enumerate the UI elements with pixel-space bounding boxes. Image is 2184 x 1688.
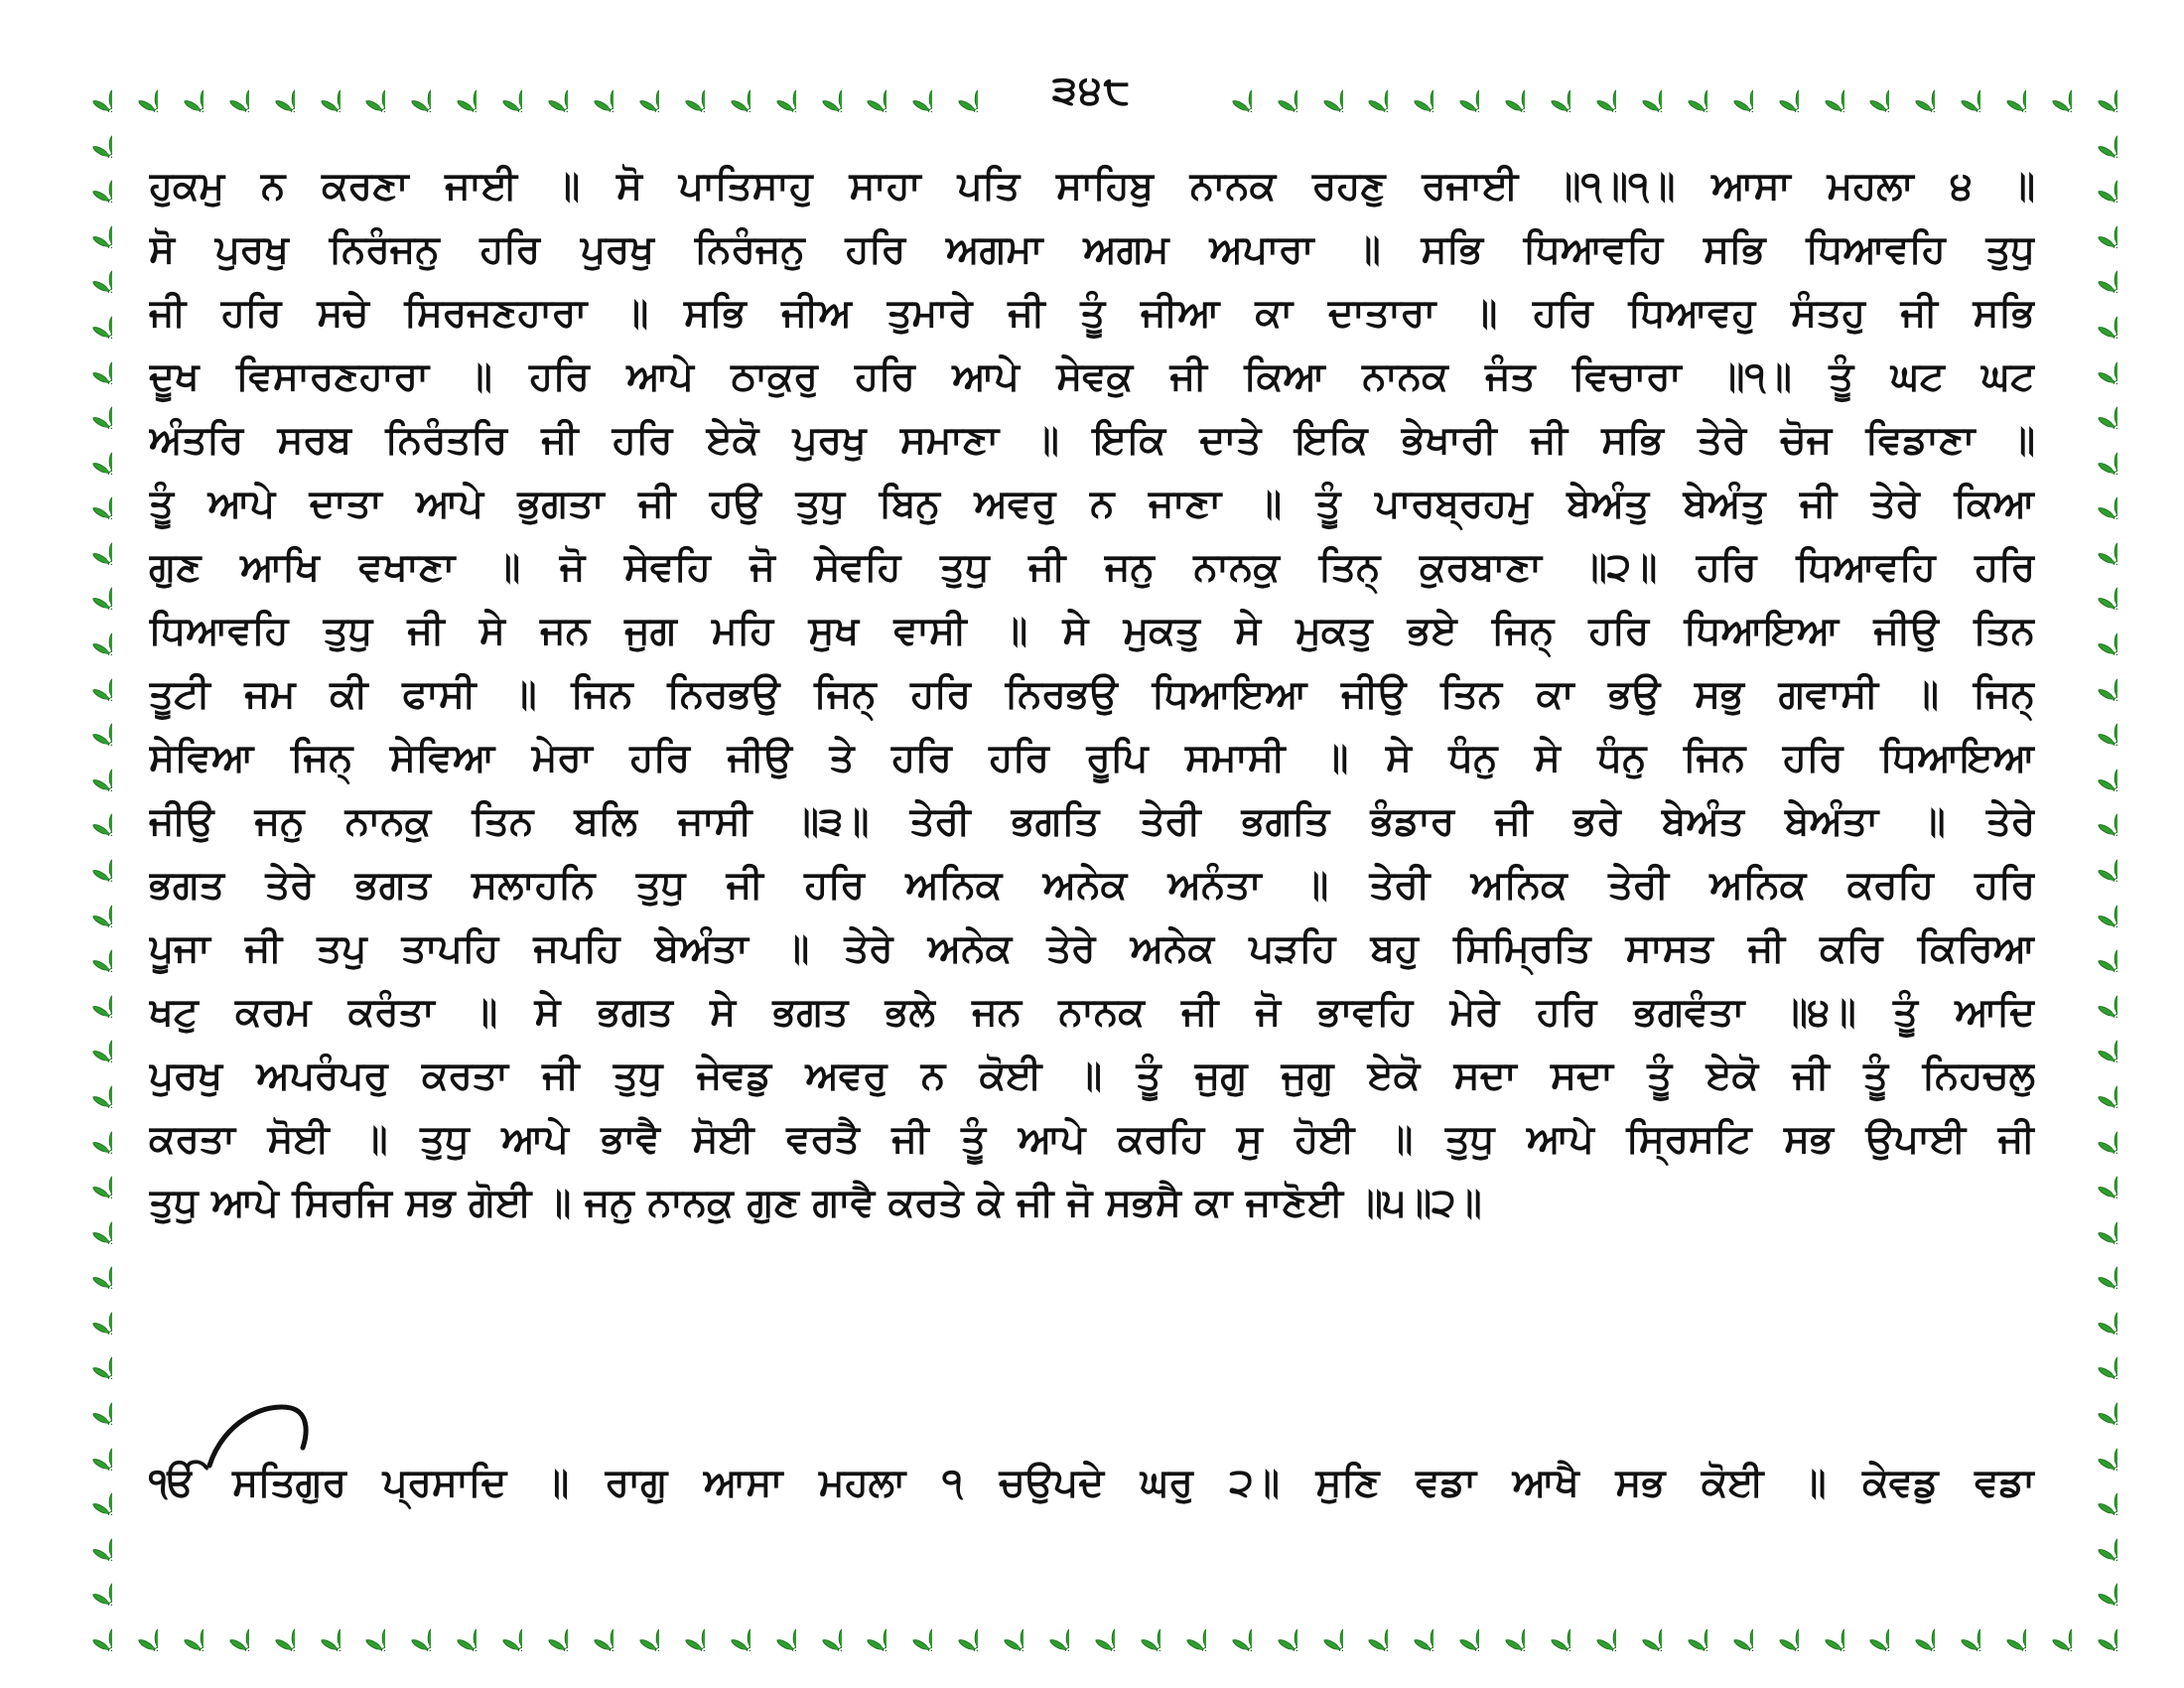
verse-line: ਤੂਟੀ ਜਮ ਕੀ ਫਾਸੀ ॥ ਜਿਨ ਨਿਰਭਉ ਜਿਨ੍ ਹਰਿ ਨਿਰਭਉ ਧਿਆਇਆ ਜੀਉ ਤਿਨ ਕਾ ਭਉ ਸਭੁ ਗਵਾਸੀ ॥ ਜਿਨ੍ [149,672,2035,717]
flower-icon [2072,1470,2117,1515]
flower-icon [67,429,112,475]
flower-icon [67,1515,112,1561]
flower-icon [1843,1606,1889,1651]
flower-icon [614,1606,659,1651]
flower-icon [2072,1289,2117,1335]
verse-line: ਖਟੁ ਕਰਮ ਕਰੰਤਾ ॥ ਸੇ ਭਗਤ ਸੇ ਭਗਤ ਭਲੇ ਜਨ ਨਾਨਕ ਜੀ ਜੋ ਭਾਵਹਿ ਮੇਰੇ ਹਰਿ ਭਗਵੰਤਾ ॥੪॥ ਤੂੰ ਆਦਿ [149,990,2035,1035]
flower-icon [67,383,112,429]
flower-icon [1707,1606,1753,1651]
verse-line: ਅੰਤਰਿ ਸਰਬ ਨਿਰੰਤਰਿ ਜੀ ਹਰਿ ਏਕੋ ਪੁਰਖੁ ਸਮਾਣਾ ॥ ਇਕਿ ਦਾਤੇ ਇਕਿ ਭੇਖਾਰੀ ਜੀ ਸਭਿ ਤੇਰੇ ਚੋਜ ਵਿਡਾਣਾ ॥ [149,418,2035,463]
flower-icon [1388,1606,1433,1651]
flower-icon [67,293,112,339]
flower-icon [2072,339,2117,384]
flower-icon [796,1606,842,1651]
flower-icon [1753,1606,1799,1651]
flower-icon [2072,882,2117,927]
flower-icon [2072,1198,2117,1244]
flower-icon [1479,1606,1525,1651]
flower-icon [1799,1606,1844,1651]
flower-icon [2072,655,2117,701]
flower-icon [1024,1606,1069,1651]
section-heading-line: ੴ ਸਤਿਗੁਰ ਪ੍ਰਸਾਦਿ ॥ ਰਾਗੁ ਆਸਾ ਮਹਲਾ ੧ ਚਉਪਦੇ ਘਰੁ ੨॥ ਸੁਣਿ ਵਡਾ ਆਖੈ ਸਭ ਕੋਈ ॥ ਕੇਵਡੁ ਵਡਾ [149,1461,2035,1505]
flower-icon [2072,519,2117,565]
flower-icon [67,203,112,248]
flower-icon [2026,1606,2072,1651]
flower-icon [67,1425,112,1471]
flower-icon [67,1198,112,1244]
flower-icon [67,1243,112,1289]
flower-icon [2072,247,2117,293]
flower-icon [1160,1606,1206,1651]
verse-text-block [149,155,2035,1235]
verse-line: ਜੀਉ ਜਨੁ ਨਾਨਕੁ ਤਿਨ ਬਲਿ ਜਾਸੀ ॥੩॥ ਤੇਰੀ ਭਗਤਿ ਤੇਰੀ ਭਗਤਿ ਭੰਡਾਰ ਜੀ ਭਰੇ ਬੇਅੰਤ ਬੇਅੰਤਾ ॥ ਤੇਰੇ [149,799,2035,844]
verse-line: ਗੁਣ ਆਖਿ ਵਖਾਣਾ ॥ ਜੋ ਸੇਵਹਿ ਜੋ ਸੇਵਹਿ ਤੁਧੁ ਜੀ ਜਨੁ ਨਾਨਕੁ ਤਿਨ੍ ਕੁਰਬਾਣਾ ॥੨॥ ਹਰਿ ਧਿਆਵਹਿ ਹਰਿ [149,545,2035,590]
flower-icon [2072,790,2117,836]
flower-icon [67,1289,112,1335]
flower-icon [67,157,112,203]
flower-icon [67,1560,112,1606]
verse-line: ਜੀ ਹਰਿ ਸਚੇ ਸਿਰਜਣਹਾਰਾ ॥ ਸਭਿ ਜੀਅ ਤੁਮਾਰੇ ਜੀ ਤੂੰ ਜੀਆ ਕਾ ਦਾਤਾਰਾ ॥ ਹਰਿ ਧਿਆਵਹੁ ਸੰਤਹੁ ਜੀ ਸਭਿ [149,291,2035,336]
flower-icon [522,1606,568,1651]
flower-icon [2072,1515,2117,1561]
flower-icon [67,882,112,927]
flower-icon [2072,836,2117,882]
flower-icon [2072,112,2117,158]
flower-icon [67,972,112,1018]
flower-icon [659,1606,705,1651]
flower-icon [1206,1606,1252,1651]
verse-line: ਪੂਜਾ ਜੀ ਤਪੁ ਤਾਪਹਿ ਜਪਹਿ ਬੇਅੰਤਾ ॥ ਤੇਰੇ ਅਨੇਕ ਤੇਰੇ ਅਨੇਕ ਪੜਹਿ ਬਹੁ ਸਿਮ੍ਰਿਤਿ ਸਾਸਤ ਜੀ ਕਰਿ ਕਿਰਿਆ [149,926,2035,971]
flower-icon [67,1470,112,1515]
flower-icon [1525,1606,1570,1651]
flower-icon [887,1606,932,1651]
flower-icon [340,1606,385,1651]
verse-line: ਸੇਵਿਆ ਜਿਨ੍ ਸੇਵਿਆ ਮੇਰਾ ਹਰਿ ਜੀਉ ਤੇ ਹਰਿ ਹਰਿ ਰੂਪਿ ਸਮਾਸੀ ॥ ਸੇ ਧੰਨੁ ਸੇ ਧੰਨੁ ਜਿਨ ਹਰਿ ਧਿਆਇਆ [149,736,2035,780]
flower-icon [1980,1606,2026,1651]
flower-icon [477,1606,522,1651]
flower-icon [2072,1108,2117,1154]
flower-icon [2072,972,2117,1018]
flower-icon [67,836,112,882]
flower-icon [932,1606,978,1651]
flower-icon [1662,1606,1707,1651]
flower-icon [112,1606,158,1651]
flower-icon [2072,1017,2117,1062]
flower-icon [2072,1606,2117,1651]
flower-icon [841,1606,887,1651]
flower-icon [67,926,112,972]
flower-icon [568,1606,614,1651]
flower-icon [1433,1606,1479,1651]
flower-icon [67,1017,112,1062]
flower-icon [1616,1606,1662,1651]
flower-icon [2072,1062,2117,1108]
verse-line: ਪੁਰਖੁ ਅਪਰੰਪਰੁ ਕਰਤਾ ਜੀ ਤੁਧੁ ਜੇਵਡੁ ਅਵਰੁ ਨ ਕੋਈ ॥ ਤੂੰ ਜੁਗੁ ਜੁਗੁ ਏਕੋ ਸਦਾ ਸਦਾ ਤੂੰ ਏਕੋ ਜੀ ਤੂੰ ਨਿਹਚਲੁ [149,1054,2035,1098]
flower-icon [67,1334,112,1379]
flower-icon [1935,1606,1980,1651]
flower-icon [2072,1153,2117,1198]
flower-icon [2072,1560,2117,1606]
flower-icon [67,746,112,791]
flower-icon [67,1108,112,1154]
verse-line: ਤੁਧੁ ਆਪੇ ਸਿਰਜਿ ਸਭ ਗੋਈ ॥ ਜਨੁ ਨਾਨਕੁ ਗੁਣ ਗਾਵੈ ਕਰਤੇ ਕੇ ਜੀ ਜੋ ਸਭਸੈ ਕਾ ਜਾਣੋਈ ॥੫॥੨॥ [149,1181,1482,1225]
flower-icon [2072,293,2117,339]
flower-icon [67,247,112,293]
flower-icon [2072,383,2117,429]
flower-icon [67,610,112,655]
flower-icon [2072,474,2117,519]
flower-icon [204,1606,249,1651]
flower-icon [2072,700,2117,746]
flower-icon [249,1606,295,1651]
flower-icon [705,1606,751,1651]
flower-icon [67,1379,112,1425]
flower-icon [2072,564,2117,610]
flower-icon [1252,1606,1297,1651]
flower-icon [158,1606,204,1651]
flower-icon [67,564,112,610]
flower-icon [1889,1606,1935,1651]
flower-icon [67,700,112,746]
flower-icon [2072,1334,2117,1379]
flower-icon [67,339,112,384]
verse-line: ਦੂਖ ਵਿਸਾਰਣਹਾਰਾ ॥ ਹਰਿ ਆਪੇ ਠਾਕੁਰੁ ਹਰਿ ਆਪੇ ਸੇਵਕੁ ਜੀ ਕਿਆ ਨਾਨਕ ਜੰਤ ਵਿਚਾਰਾ ॥੧॥ ਤੂੰ ਘਟ ਘਟ [149,354,2035,399]
flower-icon [978,1606,1024,1651]
flower-icon [67,790,112,836]
flower-icon [67,1153,112,1198]
flower-icon [2072,203,2117,248]
flower-icon [67,1062,112,1108]
flower-icon [431,1606,477,1651]
verse-line: ਤੂੰ ਆਪੇ ਦਾਤਾ ਆਪੇ ਭੁਗਤਾ ਜੀ ਹਉ ਤੁਧੁ ਬਿਨੁ ਅਵਰੁ ਨ ਜਾਣਾ ॥ ਤੂੰ ਪਾਰਬ੍ਰਹਮੁ ਬੇਅੰਤੁ ਬੇਅੰਤੁ ਜੀ ਤੇਰੇ ਕਿਆ [149,482,2035,526]
flower-icon [1115,1606,1160,1651]
flower-icon [2072,157,2117,203]
flower-icon [1069,1606,1115,1651]
flower-icon [2072,1425,2117,1471]
flower-icon [67,112,112,158]
verse-line: ਕਰਤਾ ਸੋਈ ॥ ਤੁਧੁ ਆਪੇ ਭਾਵੈ ਸੋਈ ਵਰਤੈ ਜੀ ਤੂੰ ਆਪੇ ਕਰਹਿ ਸੁ ਹੋਈ ॥ ਤੁਧੁ ਆਪੇ ਸ੍ਰਿਸਟਿ ਸਭ ਉਪਾਈ ਜੀ [149,1117,2035,1162]
verse-line: ਭਗਤ ਤੇਰੇ ਭਗਤ ਸਲਾਹਨਿ ਤੁਧੁ ਜੀ ਹਰਿ ਅਨਿਕ ਅਨੇਕ ਅਨੰਤਾ ॥ ਤੇਰੀ ਅਨਿਕ ਤੇਰੀ ਅਨਿਕ ਕਰਹਿ ਹਰਿ [149,863,2035,908]
verse-line: ਸੋ ਪੁਰਖੁ ਨਿਰੰਜਨੁ ਹਰਿ ਪੁਰਖੁ ਨਿਰੰਜਨੁ ਹਰਿ ਅਗਮਾ ਅਗਮ ਅਪਾਰਾ ॥ ਸਭਿ ਧਿਆਵਹਿ ਸਭਿ ਧਿਆਵਹਿ ਤੁਧੁ [149,227,2035,272]
flower-icon [67,655,112,701]
flower-icon [2072,1243,2117,1289]
flower-icon [295,1606,341,1651]
flower-icon [2072,429,2117,475]
flower-icon [1342,1606,1388,1651]
flower-icon [67,1606,112,1651]
flower-icon [67,519,112,565]
flower-icon [385,1606,431,1651]
flower-icon [2072,610,2117,655]
verse-line: ਹੁਕਮੁ ਨ ਕਰਣਾ ਜਾਈ ॥ ਸੋ ਪਾਤਿਸਾਹੁ ਸਾਹਾ ਪਤਿ ਸਾਹਿਬੁ ਨਾਨਕ ਰਹਣੁ ਰਜਾਈ ॥੧॥੧॥ ਆਸਾ ਮਹਲਾ ੪ ॥ [149,164,2035,209]
page-number: ੩੪੮ [0,68,2184,113]
flower-icon [751,1606,796,1651]
flower-icon [1570,1606,1616,1651]
flower-icon [2072,1379,2117,1425]
flower-icon [2072,926,2117,972]
flower-icon [2072,746,2117,791]
flower-icon [67,474,112,519]
verse-line: ਧਿਆਵਹਿ ਤੁਧੁ ਜੀ ਸੇ ਜਨ ਜੁਗ ਮਹਿ ਸੁਖ ਵਾਸੀ ॥ ਸੇ ਮੁਕਤੁ ਸੇ ਮੁਕਤੁ ਭਏ ਜਿਨ੍ ਹਰਿ ਧਿਆਇਆ ਜੀਉ ਤਿਨ [149,609,2035,653]
flower-icon [1297,1606,1343,1651]
